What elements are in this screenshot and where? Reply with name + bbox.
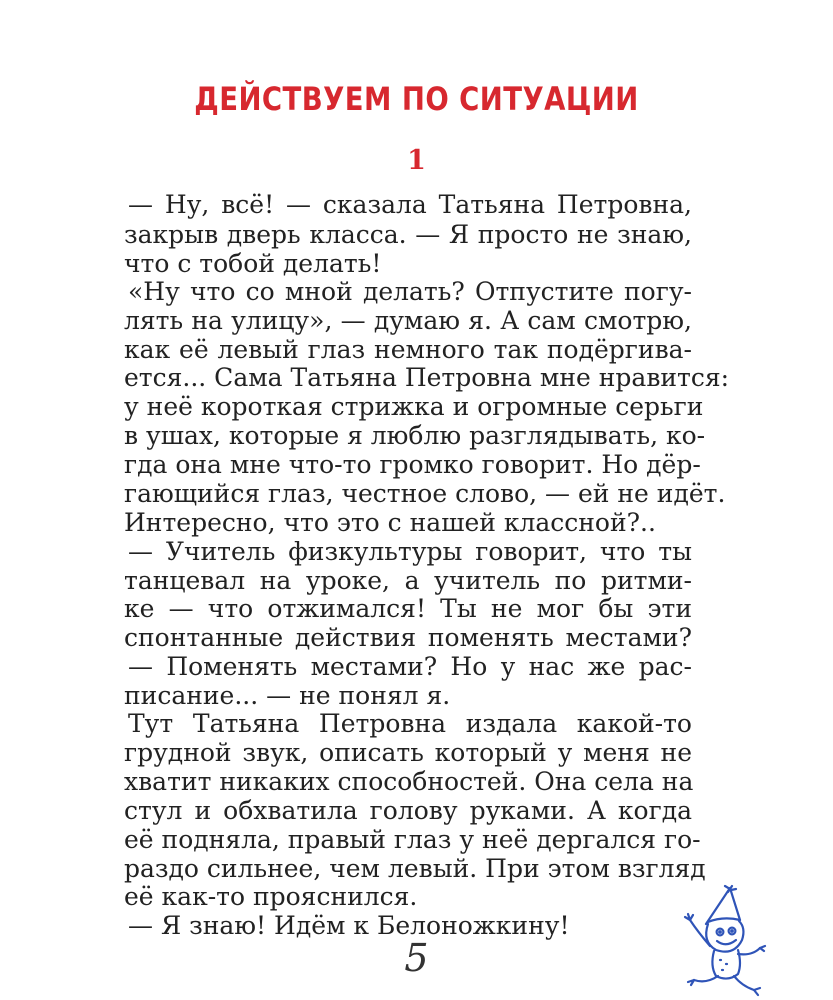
text-line: что с тобой делать! — [124, 249, 382, 278]
text-line: её как-то прояснился. — [124, 882, 418, 911]
text-line: в ушах, которые я люблю разглядывать, ко- — [124, 421, 706, 450]
cheerful-gnome-doodle-icon — [668, 880, 788, 998]
text-line: как её левый глаз немного так подёргива- — [124, 335, 692, 364]
text-line: ется... Сама Татьяна Петровна мне нравится: — [124, 363, 730, 392]
text-line: гда она мне что-то громко говорит. Но дёр- — [124, 450, 701, 479]
chapter-title: ДЕЙСТВУЕМ ПО СИТУАЦИИ — [194, 80, 639, 118]
text-line: грудной звук, описать который у меня не — [124, 738, 692, 767]
text-line: — Я знаю! Идём к Белоножкину! — [128, 911, 570, 940]
text-line: — Учитель физкультуры говорит, что ты — [128, 537, 692, 566]
text-line: спонтанные действия поменять местами? — [124, 623, 692, 652]
text-line: Тут Татьяна Петровна издала какой-то — [128, 709, 692, 738]
gnome-head — [706, 921, 743, 952]
text-line: Интересно, что это с нашей классной?.. — [124, 508, 656, 537]
section-number: 1 — [407, 145, 426, 176]
text-line: у неё короткая стрижка и огромные серьги — [124, 392, 704, 421]
text-line: хватит никаких способностей. Она села на — [124, 767, 694, 796]
text-line: закрыв дверь класса. — Я просто не знаю, — [124, 220, 692, 249]
page-number: 5 — [404, 936, 429, 980]
text-line: танцевал на уроке, а учитель по ритми- — [124, 566, 692, 595]
text-line: писание... — не понял я. — [124, 681, 451, 710]
text-line: лять на улицу», — думаю я. А сам смотрю, — [124, 306, 692, 335]
text-line: раздо сильнее, чем левый. При этом взгляд — [124, 854, 706, 883]
text-line: — Поменять местами? Но у нас же рас- — [128, 652, 692, 681]
text-line: гающийся глаз, честное слово, — ей не идёт. — [124, 479, 726, 508]
text-line: ке — что отжимался! Ты не мог бы эти — [124, 594, 692, 623]
text-line: её подняла, правый глаз у неё дергался го- — [124, 825, 701, 854]
text-line: «Ну что со мной делать? Отпустите погу- — [128, 277, 692, 306]
text-line: стул и обхватила голову руками. А когда — [124, 796, 692, 825]
text-line: — Ну, всё! — сказала Татьяна Петровна, — [128, 190, 692, 219]
